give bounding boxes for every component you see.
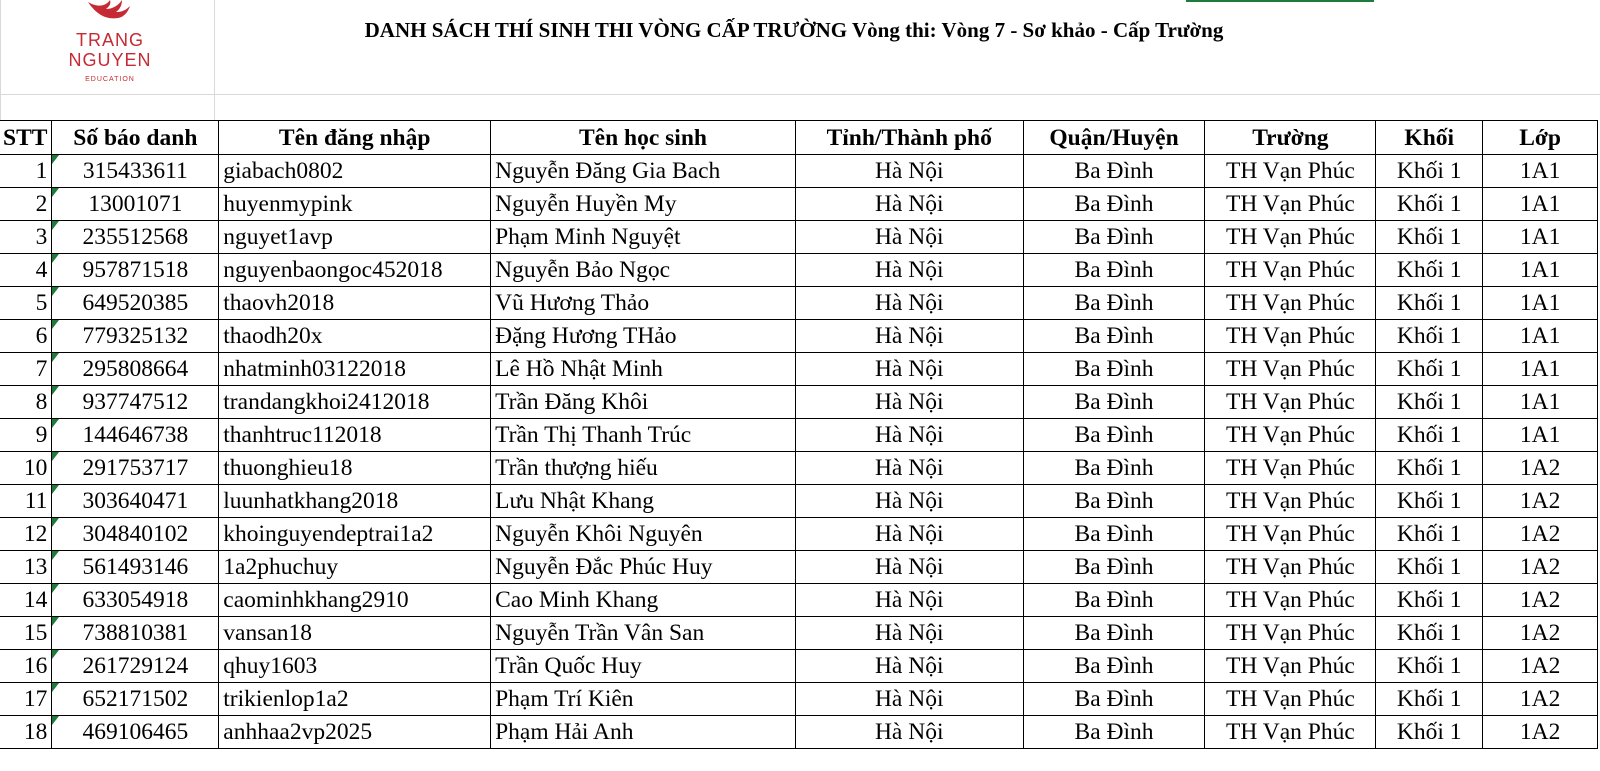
cell-lop[interactable]: 1A2 xyxy=(1483,452,1598,485)
cell-lop[interactable]: 1A2 xyxy=(1483,518,1598,551)
grid-line xyxy=(0,94,1600,95)
cell-khoi[interactable]: Khối 1 xyxy=(1376,221,1483,254)
cell-lop[interactable]: 1A1 xyxy=(1483,188,1598,221)
cell-khoi[interactable]: Khối 1 xyxy=(1376,650,1483,683)
cell-ten-dang-nhap[interactable]: 1a2phuchuy xyxy=(219,551,491,584)
table-row xyxy=(0,650,1598,683)
table-row xyxy=(0,221,1598,254)
selected-cell-edge xyxy=(1186,0,1374,2)
cell-truong[interactable]: TH Vạn Phúc xyxy=(1205,683,1376,716)
cell-tinh-thanh-pho[interactable]: Hà Nội xyxy=(795,221,1023,254)
cell-lop[interactable]: 1A2 xyxy=(1483,650,1598,683)
cell-stt[interactable]: 17 xyxy=(0,683,52,716)
cell-khoi[interactable]: Khối 1 xyxy=(1376,584,1483,617)
cell-so-bao-danh[interactable]: 235512568 xyxy=(52,221,219,254)
cell-so-bao-danh[interactable]: 315433611 xyxy=(52,155,219,188)
cell-ten-dang-nhap[interactable]: thuonghieu18 xyxy=(219,452,491,485)
cell-quan-huyen[interactable]: Ba Đình xyxy=(1023,584,1205,617)
cell-lop[interactable]: 1A2 xyxy=(1483,584,1598,617)
cell-ten-hoc-sinh[interactable]: Phạm Minh Nguyệt xyxy=(491,221,796,254)
cell-truong[interactable]: TH Vạn Phúc xyxy=(1205,551,1376,584)
cell-truong[interactable]: TH Vạn Phúc xyxy=(1205,353,1376,386)
cell-stt[interactable]: 7 xyxy=(0,353,52,386)
cell-ten-hoc-sinh[interactable]: Trần Quốc Huy xyxy=(491,650,796,683)
cell-tinh-thanh-pho[interactable]: Hà Nội xyxy=(795,551,1023,584)
cell-quan-huyen[interactable]: Ba Đình xyxy=(1023,221,1205,254)
logo-text-trang: TRANG xyxy=(76,30,144,50)
cell-khoi[interactable]: Khối 1 xyxy=(1376,617,1483,650)
cell-tinh-thanh-pho[interactable]: Hà Nội xyxy=(795,254,1023,287)
table-row xyxy=(0,419,1598,452)
cell-tinh-thanh-pho[interactable]: Hà Nội xyxy=(795,584,1023,617)
cell-quan-huyen[interactable]: Ba Đình xyxy=(1023,353,1205,386)
table-row xyxy=(0,518,1598,551)
cell-lop[interactable]: 1A1 xyxy=(1483,155,1598,188)
table-row xyxy=(0,254,1598,287)
cell-so-bao-danh[interactable]: 738810381 xyxy=(52,617,219,650)
table-row xyxy=(0,320,1598,353)
cell-khoi[interactable]: Khối 1 xyxy=(1376,353,1483,386)
cell-stt[interactable]: 9 xyxy=(0,419,52,452)
cell-khoi[interactable]: Khối 1 xyxy=(1376,155,1483,188)
trang-nguyen-logo xyxy=(20,0,200,92)
cell-lop[interactable]: 1A2 xyxy=(1483,551,1598,584)
cell-tinh-thanh-pho[interactable]: Hà Nội xyxy=(795,155,1023,188)
cell-lop[interactable]: 1A2 xyxy=(1483,485,1598,518)
cell-so-bao-danh[interactable]: 295808664 xyxy=(52,353,219,386)
cell-tinh-thanh-pho[interactable]: Hà Nội xyxy=(795,353,1023,386)
cell-stt[interactable]: 6 xyxy=(0,320,52,353)
cell-tinh-thanh-pho[interactable]: Hà Nội xyxy=(795,485,1023,518)
grid-line xyxy=(0,0,1,120)
cell-so-bao-danh[interactable]: 303640471 xyxy=(52,485,219,518)
cell-ten-dang-nhap[interactable]: anhhaa2vp2025 xyxy=(219,716,491,749)
cell-quan-huyen[interactable]: Ba Đình xyxy=(1023,254,1205,287)
cell-ten-hoc-sinh[interactable]: Trần thượng hiếu xyxy=(491,452,796,485)
logo-text-education: EDUCATION xyxy=(85,76,135,83)
cell-so-bao-danh[interactable]: 652171502 xyxy=(52,683,219,716)
cell-stt[interactable]: 2 xyxy=(0,188,52,221)
cell-so-bao-danh[interactable]: 561493146 xyxy=(52,551,219,584)
header-so-bao-danh[interactable]: Số báo danh xyxy=(52,121,219,155)
cell-tinh-thanh-pho[interactable]: Hà Nội xyxy=(795,188,1023,221)
cell-ten-hoc-sinh[interactable]: Nguyễn Đắc Phúc Huy xyxy=(491,551,796,584)
cell-quan-huyen[interactable]: Ba Đình xyxy=(1023,386,1205,419)
cell-ten-dang-nhap[interactable]: thaovh2018 xyxy=(219,287,491,320)
cell-ten-dang-nhap[interactable]: trikienlop1a2 xyxy=(219,683,491,716)
cell-khoi[interactable]: Khối 1 xyxy=(1376,551,1483,584)
cell-stt[interactable]: 18 xyxy=(0,716,52,749)
cell-khoi[interactable]: Khối 1 xyxy=(1376,287,1483,320)
cell-khoi[interactable]: Khối 1 xyxy=(1376,518,1483,551)
cell-tinh-thanh-pho[interactable]: Hà Nội xyxy=(795,683,1023,716)
cell-ten-dang-nhap[interactable]: nguyet1avp xyxy=(219,221,491,254)
cell-truong[interactable]: TH Vạn Phúc xyxy=(1205,716,1376,749)
table-row xyxy=(0,287,1598,320)
cell-ten-hoc-sinh[interactable]: Phạm Trí Kiên xyxy=(491,683,796,716)
cell-quan-huyen[interactable]: Ba Đình xyxy=(1023,320,1205,353)
cell-so-bao-danh[interactable]: 779325132 xyxy=(52,320,219,353)
logo-text-nguyen: NGUYEN xyxy=(68,50,152,70)
cell-quan-huyen[interactable]: Ba Đình xyxy=(1023,551,1205,584)
cell-ten-dang-nhap[interactable]: thaodh20x xyxy=(219,320,491,353)
header-ten-hoc-sinh[interactable]: Tên học sinh xyxy=(491,121,796,155)
cell-truong[interactable]: TH Vạn Phúc xyxy=(1205,650,1376,683)
cell-quan-huyen[interactable]: Ba Đình xyxy=(1023,518,1205,551)
cell-tinh-thanh-pho[interactable]: Hà Nội xyxy=(795,287,1023,320)
cell-khoi[interactable]: Khối 1 xyxy=(1376,419,1483,452)
header-tinh-thanh-pho[interactable]: Tỉnh/Thành phố xyxy=(795,121,1023,155)
cell-quan-huyen[interactable]: Ba Đình xyxy=(1023,287,1205,320)
cell-lop[interactable]: 1A2 xyxy=(1483,617,1598,650)
cell-quan-huyen[interactable]: Ba Đình xyxy=(1023,419,1205,452)
cell-khoi[interactable]: Khối 1 xyxy=(1376,188,1483,221)
cell-ten-dang-nhap[interactable]: caominhkhang2910 xyxy=(219,584,491,617)
cell-ten-dang-nhap[interactable]: giabach0802 xyxy=(219,155,491,188)
bird-icon xyxy=(84,0,136,26)
cell-truong[interactable]: TH Vạn Phúc xyxy=(1205,584,1376,617)
cell-lop[interactable]: 1A2 xyxy=(1483,683,1598,716)
cell-lop[interactable]: 1A1 xyxy=(1483,353,1598,386)
cell-quan-huyen[interactable]: Ba Đình xyxy=(1023,452,1205,485)
cell-quan-huyen[interactable]: Ba Đình xyxy=(1023,716,1205,749)
cell-so-bao-danh[interactable]: 937747512 xyxy=(52,386,219,419)
header-ten-dang-nhap[interactable]: Tên đăng nhập xyxy=(219,121,491,155)
cell-stt[interactable]: 1 xyxy=(0,155,52,188)
cell-ten-hoc-sinh[interactable]: Lê Hồ Nhật Minh xyxy=(491,353,796,386)
table-row xyxy=(0,683,1598,716)
cell-ten-hoc-sinh[interactable]: Lưu Nhật Khang xyxy=(491,485,796,518)
table-row xyxy=(0,584,1598,617)
cell-khoi[interactable]: Khối 1 xyxy=(1376,485,1483,518)
cell-ten-hoc-sinh[interactable]: Nguyễn Huyền My xyxy=(491,188,796,221)
sheet-title[interactable]: DANH SÁCH THÍ SINH THI VÒNG CẤP TRƯỜNG Vòng thi: Vòng 7 - Sơ khảo - Cấp Trường xyxy=(364,18,1224,42)
cell-khoi[interactable]: Khối 1 xyxy=(1376,320,1483,353)
cell-ten-dang-nhap[interactable]: luunhatkhang2018 xyxy=(219,485,491,518)
cell-so-bao-danh[interactable]: 649520385 xyxy=(52,287,219,320)
cell-stt[interactable]: 4 xyxy=(0,254,52,287)
cell-stt[interactable]: 16 xyxy=(0,650,52,683)
cell-so-bao-danh[interactable]: 261729124 xyxy=(52,650,219,683)
cell-so-bao-danh[interactable]: 144646738 xyxy=(52,419,219,452)
cell-quan-huyen[interactable]: Ba Đình xyxy=(1023,683,1205,716)
cell-quan-huyen[interactable]: Ba Đình xyxy=(1023,155,1205,188)
cell-so-bao-danh[interactable]: 13001071 xyxy=(52,188,219,221)
cell-so-bao-danh[interactable]: 304840102 xyxy=(52,518,219,551)
table-row xyxy=(0,617,1598,650)
header-row xyxy=(0,121,1598,155)
cell-stt[interactable]: 15 xyxy=(0,617,52,650)
cell-truong[interactable]: TH Vạn Phúc xyxy=(1205,287,1376,320)
cell-tinh-thanh-pho[interactable]: Hà Nội xyxy=(795,518,1023,551)
cell-lop[interactable]: 1A2 xyxy=(1483,716,1598,749)
cell-so-bao-danh[interactable]: 957871518 xyxy=(52,254,219,287)
cell-stt[interactable]: 5 xyxy=(0,287,52,320)
cell-stt[interactable]: 3 xyxy=(0,221,52,254)
cell-ten-hoc-sinh[interactable]: Vũ Hương Thảo xyxy=(491,287,796,320)
cell-lop[interactable]: 1A1 xyxy=(1483,386,1598,419)
table-row xyxy=(0,716,1598,749)
header-quan-huyen[interactable]: Quận/Huyện xyxy=(1023,121,1205,155)
cell-stt[interactable]: 11 xyxy=(0,485,52,518)
cell-truong[interactable]: TH Vạn Phúc xyxy=(1205,452,1376,485)
cell-tinh-thanh-pho[interactable]: Hà Nội xyxy=(795,650,1023,683)
cell-truong[interactable]: TH Vạn Phúc xyxy=(1205,254,1376,287)
cell-truong[interactable]: TH Vạn Phúc xyxy=(1205,485,1376,518)
cell-quan-huyen[interactable]: Ba Đình xyxy=(1023,650,1205,683)
table-row xyxy=(0,188,1598,221)
header-truong[interactable]: Trường xyxy=(1205,121,1376,155)
table-row xyxy=(0,485,1598,518)
cell-ten-hoc-sinh[interactable]: Nguyễn Trần Vân San xyxy=(491,617,796,650)
cell-ten-dang-nhap[interactable]: trandangkhoi2412018 xyxy=(219,386,491,419)
cell-khoi[interactable]: Khối 1 xyxy=(1376,386,1483,419)
cell-ten-dang-nhap[interactable]: huyenmypink xyxy=(219,188,491,221)
cell-truong[interactable]: TH Vạn Phúc xyxy=(1205,386,1376,419)
table-row xyxy=(0,353,1598,386)
cell-ten-hoc-sinh[interactable]: Nguyễn Khôi Nguyên xyxy=(491,518,796,551)
cell-stt[interactable]: 13 xyxy=(0,551,52,584)
cell-lop[interactable]: 1A1 xyxy=(1483,419,1598,452)
header-lop[interactable]: Lớp xyxy=(1483,121,1598,155)
cell-khoi[interactable]: Khối 1 xyxy=(1376,254,1483,287)
cell-truong[interactable]: TH Vạn Phúc xyxy=(1205,518,1376,551)
cell-tinh-thanh-pho[interactable]: Hà Nội xyxy=(795,419,1023,452)
cell-quan-huyen[interactable]: Ba Đình xyxy=(1023,188,1205,221)
cell-ten-hoc-sinh[interactable]: Trần Thị Thanh Trúc xyxy=(491,419,796,452)
table-row xyxy=(0,386,1598,419)
cell-khoi[interactable]: Khối 1 xyxy=(1376,452,1483,485)
cell-quan-huyen[interactable]: Ba Đình xyxy=(1023,485,1205,518)
cell-truong[interactable]: TH Vạn Phúc xyxy=(1205,221,1376,254)
cell-ten-hoc-sinh[interactable]: Trần Đăng Khôi xyxy=(491,386,796,419)
cell-truong[interactable]: TH Vạn Phúc xyxy=(1205,419,1376,452)
cell-ten-dang-nhap[interactable]: vansan18 xyxy=(219,617,491,650)
cell-ten-hoc-sinh[interactable]: Phạm Hải Anh xyxy=(491,716,796,749)
cell-stt[interactable]: 10 xyxy=(0,452,52,485)
cell-ten-dang-nhap[interactable]: khoinguyendeptrai1a2 xyxy=(219,518,491,551)
table-row xyxy=(0,551,1598,584)
header-stt[interactable]: STT xyxy=(0,121,52,155)
cell-khoi[interactable]: Khối 1 xyxy=(1376,683,1483,716)
header-khoi[interactable]: Khối xyxy=(1376,121,1483,155)
cell-ten-hoc-sinh[interactable]: Đặng Hương THảo xyxy=(491,320,796,353)
cell-ten-dang-nhap[interactable]: qhuy1603 xyxy=(219,650,491,683)
cell-truong[interactable]: TH Vạn Phúc xyxy=(1205,320,1376,353)
cell-ten-dang-nhap[interactable]: nguyenbaongoc452018 xyxy=(219,254,491,287)
cell-khoi[interactable]: Khối 1 xyxy=(1376,716,1483,749)
cell-ten-hoc-sinh[interactable]: Nguyễn Bảo Ngọc xyxy=(491,254,796,287)
cell-lop[interactable]: 1A1 xyxy=(1483,254,1598,287)
cell-so-bao-danh[interactable]: 469106465 xyxy=(52,716,219,749)
cell-ten-dang-nhap[interactable]: nhatminh03122018 xyxy=(219,353,491,386)
cell-tinh-thanh-pho[interactable]: Hà Nội xyxy=(795,386,1023,419)
cell-ten-hoc-sinh[interactable]: Cao Minh Khang xyxy=(491,584,796,617)
table-row xyxy=(0,452,1598,485)
cell-tinh-thanh-pho[interactable]: Hà Nội xyxy=(795,617,1023,650)
cell-lop[interactable]: 1A1 xyxy=(1483,221,1598,254)
cell-so-bao-danh[interactable]: 633054918 xyxy=(52,584,219,617)
cell-ten-hoc-sinh[interactable]: Nguyễn Đăng Gia Bach xyxy=(491,155,796,188)
cell-tinh-thanh-pho[interactable]: Hà Nội xyxy=(795,452,1023,485)
cell-tinh-thanh-pho[interactable]: Hà Nội xyxy=(795,716,1023,749)
cell-quan-huyen[interactable]: Ba Đình xyxy=(1023,617,1205,650)
table-row xyxy=(0,155,1598,188)
cell-tinh-thanh-pho[interactable]: Hà Nội xyxy=(795,320,1023,353)
cell-truong[interactable]: TH Vạn Phúc xyxy=(1205,155,1376,188)
cell-lop[interactable]: 1A1 xyxy=(1483,287,1598,320)
cell-stt[interactable]: 8 xyxy=(0,386,52,419)
cell-stt[interactable]: 12 xyxy=(0,518,52,551)
student-table xyxy=(0,120,1598,749)
cell-stt[interactable]: 14 xyxy=(0,584,52,617)
cell-truong[interactable]: TH Vạn Phúc xyxy=(1205,617,1376,650)
cell-ten-dang-nhap[interactable]: thanhtruc112018 xyxy=(219,419,491,452)
cell-truong[interactable]: TH Vạn Phúc xyxy=(1205,188,1376,221)
cell-so-bao-danh[interactable]: 291753717 xyxy=(52,452,219,485)
cell-lop[interactable]: 1A1 xyxy=(1483,320,1598,353)
